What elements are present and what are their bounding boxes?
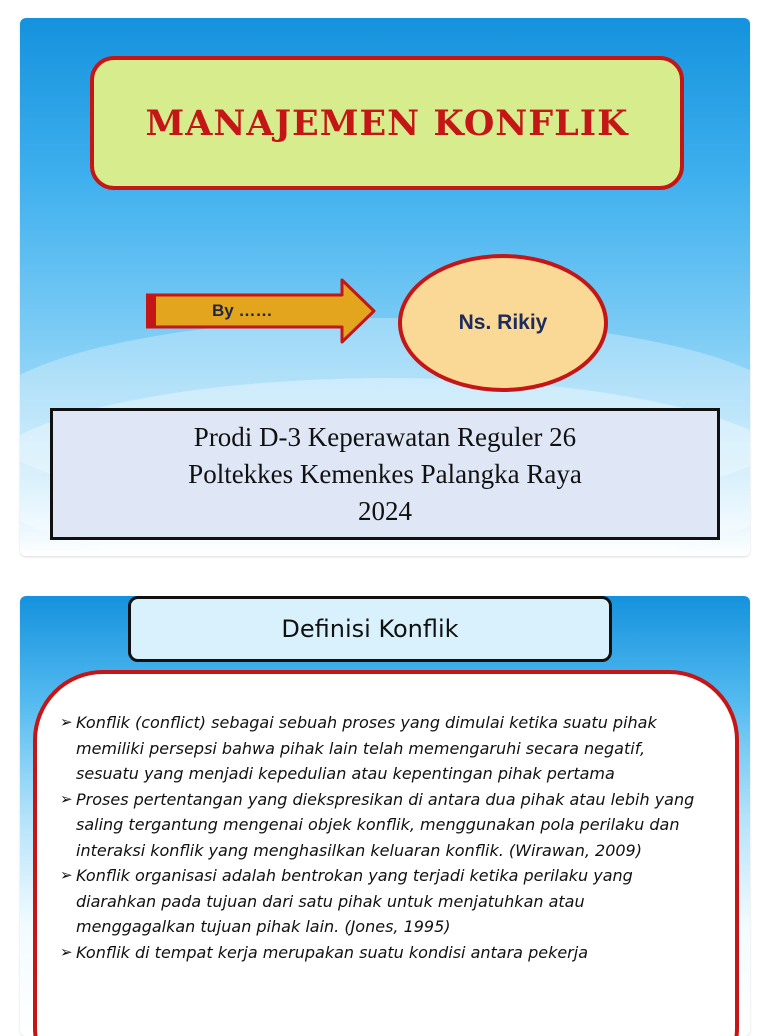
institution-line-year: 2024 [358,495,412,526]
title-box [90,56,684,190]
bullet-arrow-icon: ➢ [60,942,73,961]
slide-title: MANAJEMEN KONFLIK [145,102,629,144]
institution-line-school: Poltekkes Kemenkes Palangka Raya [188,458,582,489]
institution-line-program: Prodi D-3 Keperawatan Reguler 26 [193,421,577,452]
presenter-name: Ns. Rikiy [458,311,548,334]
definition-title: Definisi Konflik [281,615,459,643]
bullet-arrow-icon: ➢ [60,866,73,884]
list-item: ➢ Konflik (conflict) sebagai sebuah proses yang dimulai ketika suatu pihak memiliki persepsi bahwa pihak lain telah memengaruhi secara negatif, sesuatu yang menjadi kepedulian atau kepentingan pihak pertama [42,710,702,787]
definition-list [42,710,702,965]
by-label: By …… [212,301,273,320]
bullet-arrow-icon: ➢ [60,713,73,731]
list-item: ➢ Konflik organisasi adalah bentrokan yang terjadi ketika perilaku yang diarahkan pada tujuan dari satu pihak untuk menjatuhkan atau menggagalkan tujuan pihak lain. (Jones, 1995) [42,863,702,940]
list-item: ➢ Konflik di tempat kerja merupakan suatu kondisi antara pekerja [42,940,702,966]
title-slide [20,18,750,556]
bullet-arrow-icon: ➢ [60,789,73,808]
definition-title-box [128,596,612,662]
presenter-oval [398,254,608,392]
institution-box [50,408,720,540]
list-item: ➢ Proses pertentangan yang diekspresikan di antara dua pihak atau lebih yang saling tergantung mengenai objek konflik, menggunakan pola perilaku dan interaksi konflik yang menghasilkan keluaran konflik. (Wirawan, 2009) [42,787,702,864]
